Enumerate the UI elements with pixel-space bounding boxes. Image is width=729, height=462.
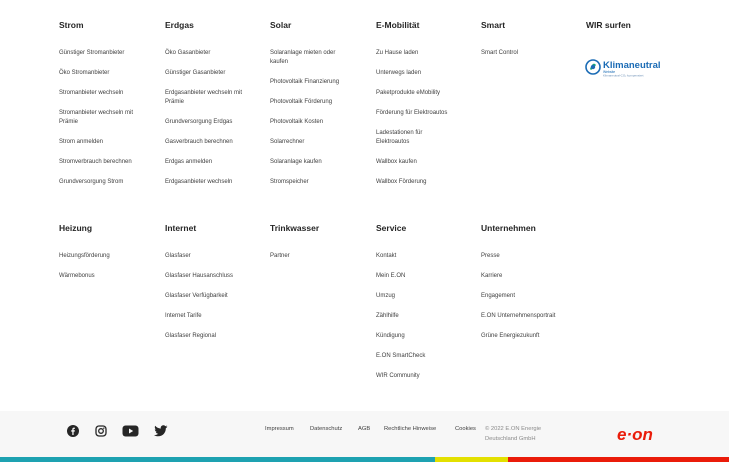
twitter-icon[interactable] xyxy=(153,424,169,438)
footer-link[interactable]: Presse xyxy=(481,253,500,259)
column-heading: Unternehmen xyxy=(481,223,536,233)
impressum-link[interactable]: Impressum xyxy=(265,426,294,432)
footer-link[interactable]: Stromspeicher xyxy=(270,178,309,185)
footer-link[interactable]: Kündigung xyxy=(376,332,405,339)
copyright xyxy=(485,424,560,444)
footer-link[interactable]: Glasfaser Hausanschluss xyxy=(165,272,234,279)
column-heading: E-Mobilität xyxy=(376,20,420,30)
footer-column-erdgas xyxy=(165,20,265,197)
footer-link[interactable]: Öko Stromanbieter xyxy=(59,69,110,76)
footer-link[interactable]: Erdgasanbieter wechseln mit Prämie xyxy=(165,89,243,105)
footer-link[interactable]: Erdgas anmelden xyxy=(165,158,213,165)
column-heading: WIR surfen xyxy=(586,20,631,30)
footer-link[interactable]: Glasfaser Verfügbarkeit xyxy=(165,292,228,299)
footer-link[interactable]: Stromanbieter wechseln mit Prämie xyxy=(59,109,134,125)
column-heading: Solar xyxy=(270,20,292,30)
footer-link[interactable]: Günstiger Stromanbieter xyxy=(59,50,125,56)
footer-column-solar xyxy=(270,20,370,197)
footer-link[interactable]: Karriere xyxy=(481,272,503,279)
footer-link[interactable]: Unterwegs laden xyxy=(376,69,422,76)
agb-link[interactable]: AGB xyxy=(358,426,371,432)
rechtliche-hinweise-link[interactable]: Rechtliche Hinweise xyxy=(384,426,437,432)
copyright-line2: Deutschland GmbH xyxy=(485,436,536,442)
logo-text: e·on xyxy=(617,425,653,444)
footer-column-e-mobilitaet xyxy=(376,20,476,197)
footer-link[interactable]: Zählhilfe xyxy=(376,312,399,319)
footer-link[interactable]: Wallbox Förderung xyxy=(376,178,427,185)
footer-link[interactable]: Öko Gasanbieter xyxy=(165,50,211,56)
footer-link[interactable]: Glasfaser Regional xyxy=(165,332,217,339)
badge-sub1: Website xyxy=(603,70,616,74)
footer-link[interactable]: Erdgasanbieter wechseln xyxy=(165,178,233,185)
footer-link[interactable]: Solaranlage mieten oder kaufen xyxy=(270,50,336,65)
footer-link[interactable]: Wärmebonus xyxy=(59,272,95,279)
footer-link[interactable]: Grüne Energiezukunft xyxy=(481,332,540,339)
footer-link[interactable]: Solaranlage kaufen xyxy=(270,158,322,165)
footer-column-unternehmen xyxy=(481,223,581,352)
footer-link[interactable]: Smart Control xyxy=(481,50,519,56)
brand-stripe-4 xyxy=(508,457,729,462)
footer-link[interactable]: WIR Community xyxy=(376,372,420,379)
footer-link[interactable]: Solarrechner xyxy=(270,138,305,145)
footer-link[interactable]: Photovoltaik Förderung xyxy=(270,98,333,105)
footer-column-service xyxy=(376,223,476,392)
footer-link[interactable]: Ladestationen für Elektroautos xyxy=(376,129,423,145)
footer-link[interactable]: Strom anmelden xyxy=(59,138,104,145)
footer-link[interactable]: Heizungsförderung xyxy=(59,253,110,259)
column-heading: Strom xyxy=(59,20,84,30)
footer-column-wir-surfen xyxy=(586,20,686,30)
footer-link[interactable]: Glasfaser xyxy=(165,253,191,259)
column-heading: Service xyxy=(376,223,407,233)
badge-title: Klimaneutral xyxy=(603,60,661,71)
footer-link[interactable]: E.ON SmartCheck xyxy=(376,352,426,359)
footer-link[interactable]: Umzug xyxy=(376,292,396,299)
column-heading: Internet xyxy=(165,223,197,233)
footer-column-strom xyxy=(59,20,159,197)
footer-link[interactable]: Engagement xyxy=(481,292,516,299)
footer-link[interactable]: Grundversorgung Erdgas xyxy=(165,118,233,125)
footer-link[interactable]: Günstiger Gasanbieter xyxy=(165,69,226,76)
copyright-line1: © 2022 E.ON Energie xyxy=(485,426,542,432)
brand-stripe-3 xyxy=(435,457,508,462)
column-heading: Trinkwasser xyxy=(270,223,320,233)
footer-link[interactable]: Wallbox kaufen xyxy=(376,158,417,165)
footer-link[interactable]: E.ON Unternehmensportrait xyxy=(481,312,556,319)
footer-link[interactable]: Partner xyxy=(270,253,290,259)
footer-link[interactable]: Förderung für Elektroautos xyxy=(376,109,448,116)
youtube-icon[interactable] xyxy=(121,424,139,438)
footer-link[interactable]: Zu Hause laden xyxy=(376,50,419,56)
footer-link[interactable]: Internet Tarife xyxy=(165,312,202,319)
datenschutz-link[interactable]: Datenschutz xyxy=(310,426,343,432)
column-heading: Erdgas xyxy=(165,20,194,30)
instagram-icon[interactable] xyxy=(93,424,109,438)
footer-link[interactable]: Paketprodukte eMobility xyxy=(376,89,441,96)
cookies-link[interactable]: Cookies xyxy=(455,426,476,432)
footer-link[interactable]: Stromanbieter wechseln xyxy=(59,89,124,96)
brand-stripe-1 xyxy=(0,457,255,462)
footer-link[interactable]: Grundversorgung Strom xyxy=(59,178,124,185)
footer-link[interactable]: Mein E.ON xyxy=(376,272,406,279)
footer-column-heizung xyxy=(59,223,159,292)
eon-logo[interactable] xyxy=(616,423,668,445)
footer-column-internet xyxy=(165,223,265,352)
brand-stripe-2 xyxy=(255,457,435,462)
footer-column-trinkwasser xyxy=(270,223,370,272)
klimaneutral-badge[interactable] xyxy=(585,56,669,78)
column-heading: Smart xyxy=(481,20,506,30)
footer-link[interactable]: Gasverbrauch berechnen xyxy=(165,138,233,145)
footer-link[interactable]: Photovoltaik Kosten xyxy=(270,118,324,125)
column-heading: Heizung xyxy=(59,223,93,233)
facebook-icon[interactable] xyxy=(65,424,81,438)
footer-link[interactable]: Kontakt xyxy=(376,253,397,259)
footer-link[interactable]: Stromverbrauch berechnen xyxy=(59,158,132,165)
footer-link[interactable]: Photovoltaik Finanzierung xyxy=(270,78,340,85)
footer-column-smart xyxy=(481,20,581,69)
badge-sub2: Klimaneutral-CO₂ kompensiert xyxy=(603,73,644,78)
